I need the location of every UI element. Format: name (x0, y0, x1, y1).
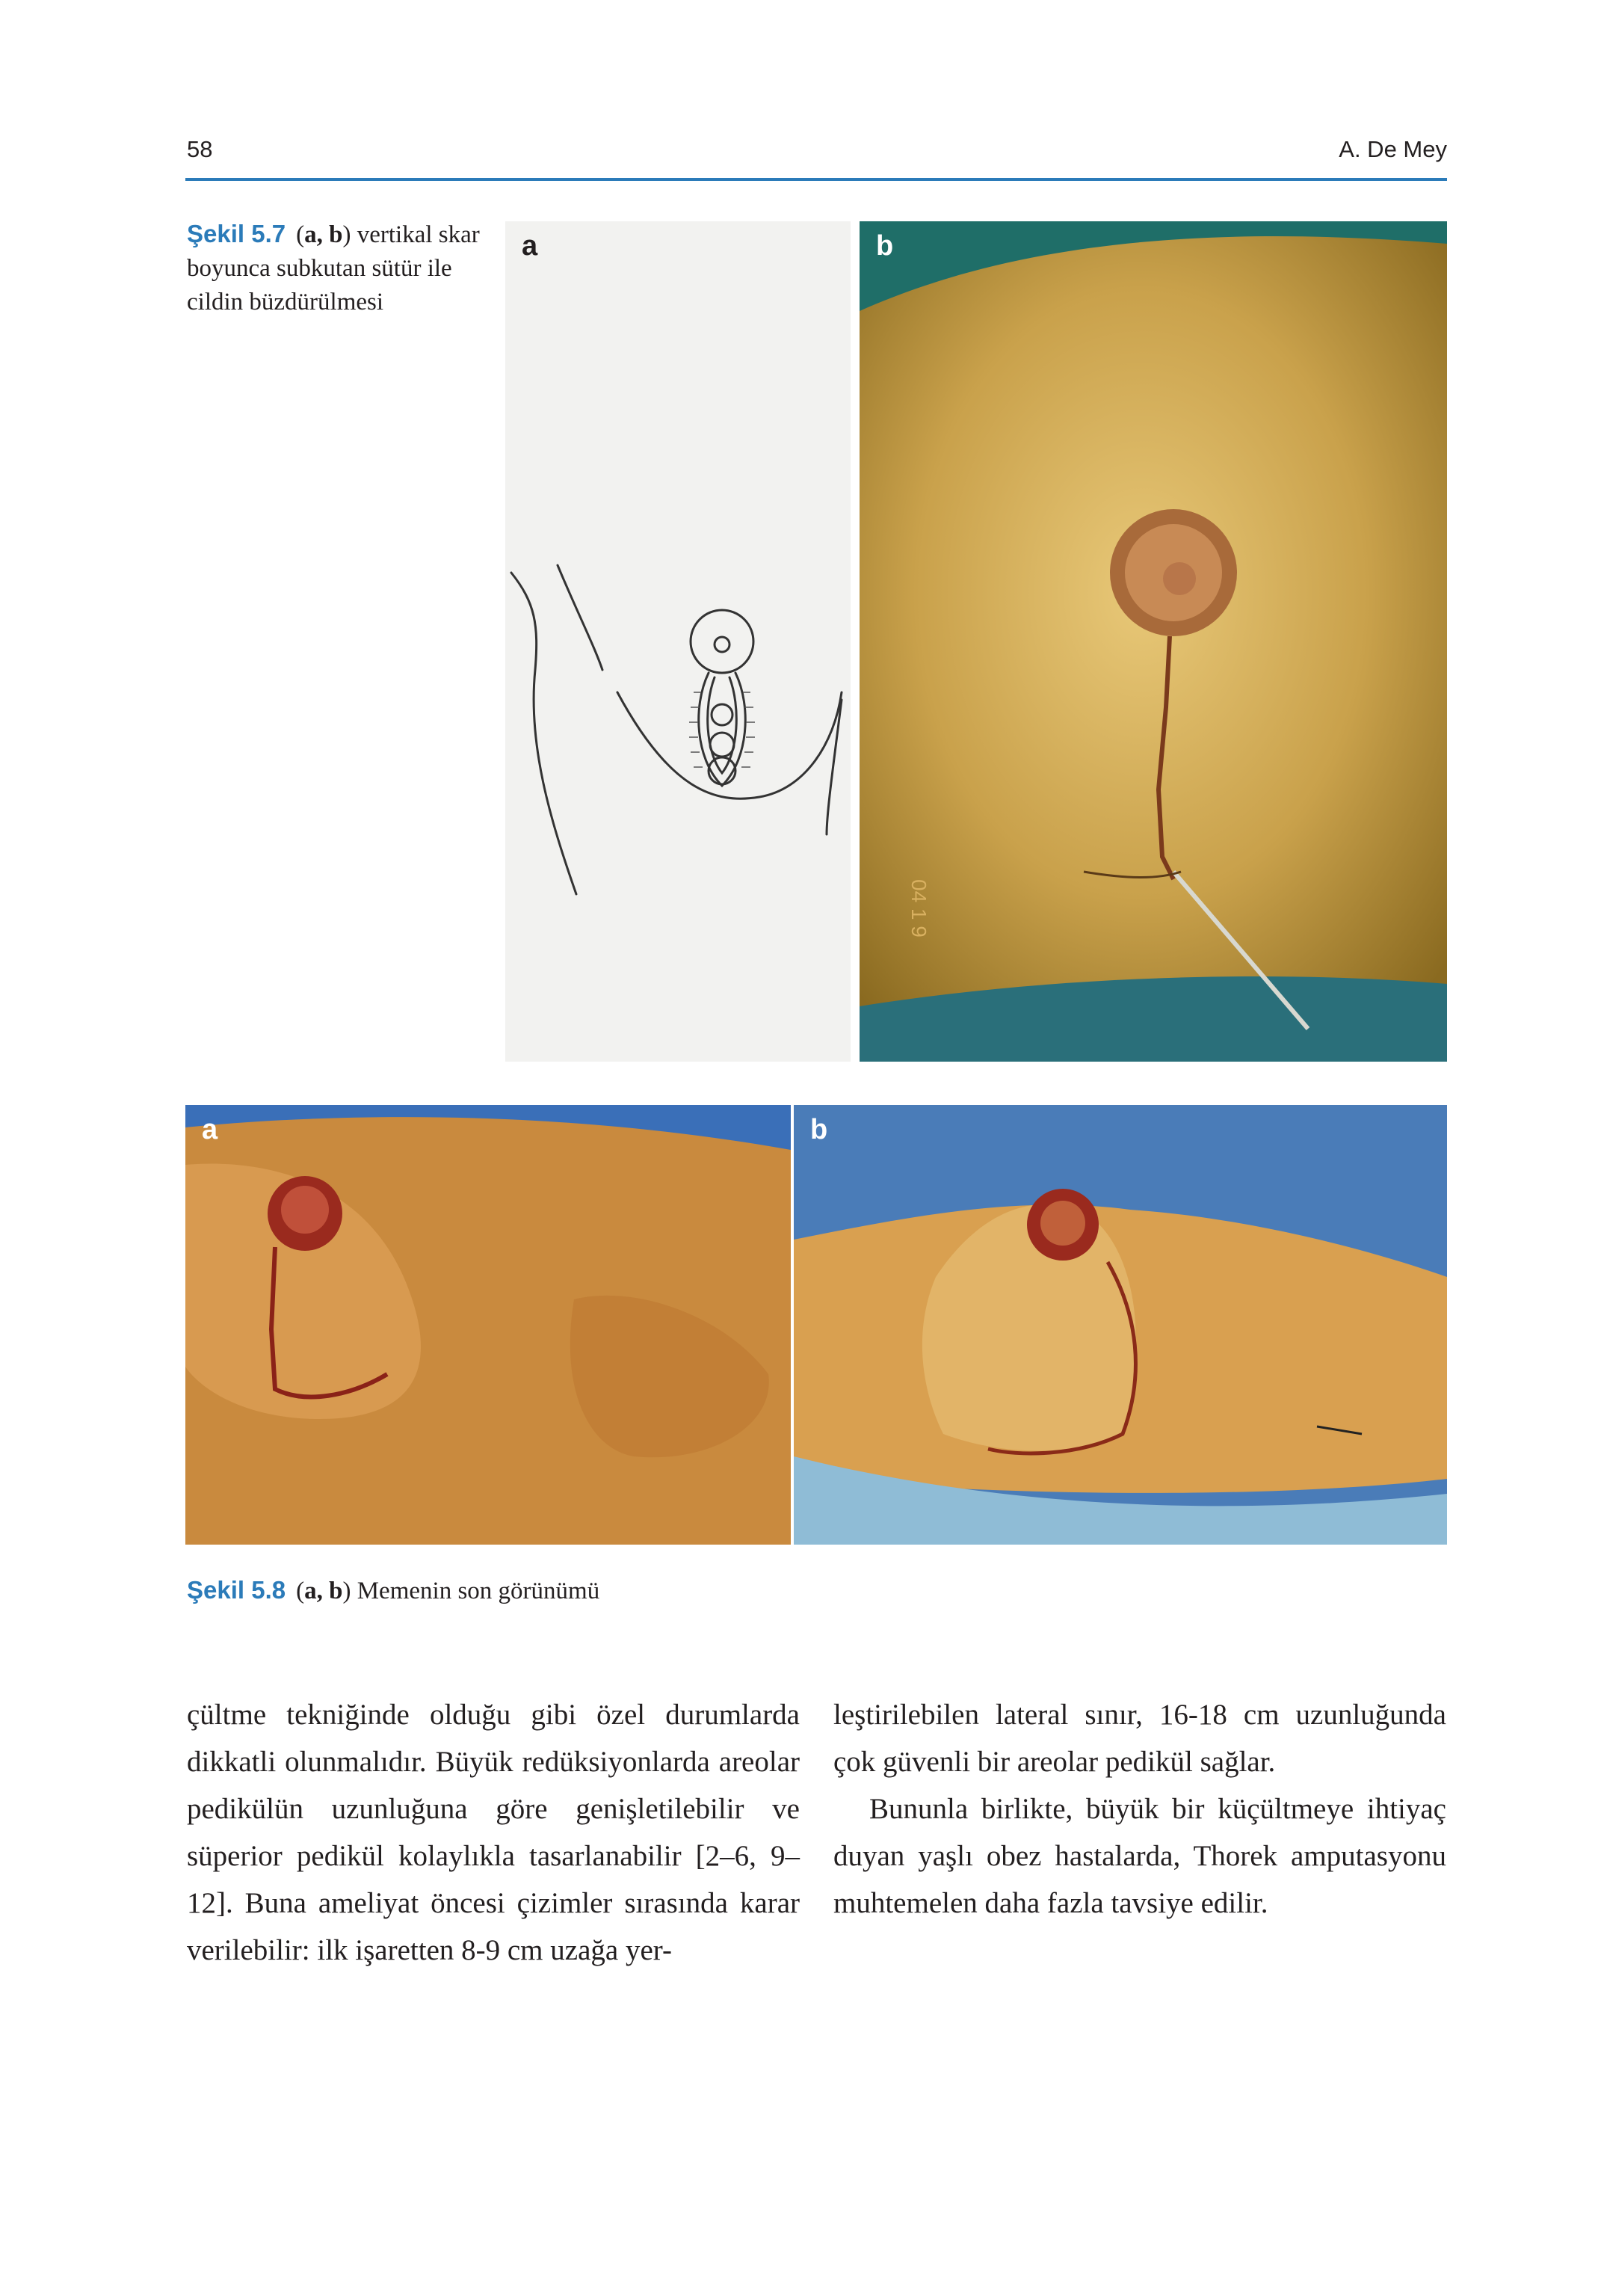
figure-5-8-caption-text: Memenin son görünümü (357, 1578, 600, 1604)
body-left-column (187, 1691, 800, 1974)
body-paragraph: çültme tekniğinde olduğu gibi özel durumlarda dikkatli olunmalıdır. Büyük redüksiyonlarda areolar pedikülün uzunluğuna göre genişletilebilir ve süperior pedikül kolaylıkla tasarlanabilir [2–6, 9–12]. Buna ameliyat öncesi çizimler sırasında karar verilebilir: ilk işaretten 8-9 cm uzağa yer- (187, 1699, 800, 1966)
figure-5-8-ref: (a, b) (296, 1578, 351, 1604)
final-result-photo-b (794, 1105, 1447, 1545)
figure-5-8-panel-b-photo (794, 1105, 1447, 1545)
figure-5-7-label: Şekil 5.7 (187, 220, 286, 247)
film-marks: 04 1 9 (907, 879, 931, 938)
header-rule (185, 178, 1447, 181)
breast-surgery-photo (860, 221, 1447, 1062)
panel-letter-b: b (876, 230, 894, 262)
page-number: 58 (187, 136, 213, 162)
figure-5-8-label: Şekil 5.8 (187, 1576, 286, 1604)
panel-letter-b: b (810, 1114, 828, 1145)
figure-5-8-panel-a-photo (185, 1105, 791, 1545)
final-result-photo-a (185, 1105, 791, 1545)
figure-5-7-caption (187, 217, 486, 319)
figure-5-8-caption (187, 1573, 1233, 1608)
figure-5-7-panel-b-photo (860, 221, 1447, 1062)
figure-5-7-caption-text: vertikal skar boyunca subkutan sütür ile cildin büzdürülmesi (187, 221, 480, 316)
figure-5-7-ref: (a, b) (296, 221, 351, 248)
vertical-scar-diagram (505, 221, 851, 1062)
body-paragraph: Bununla birlikte, büyük bir küçültmeye ihtiyaç duyan yaşlı obez hastalarda, Thorek amputasyonu muhtemelen daha fazla tavsiye edilir. (833, 1793, 1446, 1919)
running-header-author: A. De Mey (1339, 136, 1447, 162)
panel-letter-a: a (202, 1114, 218, 1145)
panel-letter-a: a (522, 230, 538, 262)
body-right-column (833, 1691, 1446, 1927)
figure-5-7-panel-a-drawing (505, 221, 851, 1062)
body-paragraph: leştirilebilen lateral sınır, 16-18 cm uzunluğunda çok güvenli bir areolar pedikül sağlar. (833, 1699, 1446, 1778)
